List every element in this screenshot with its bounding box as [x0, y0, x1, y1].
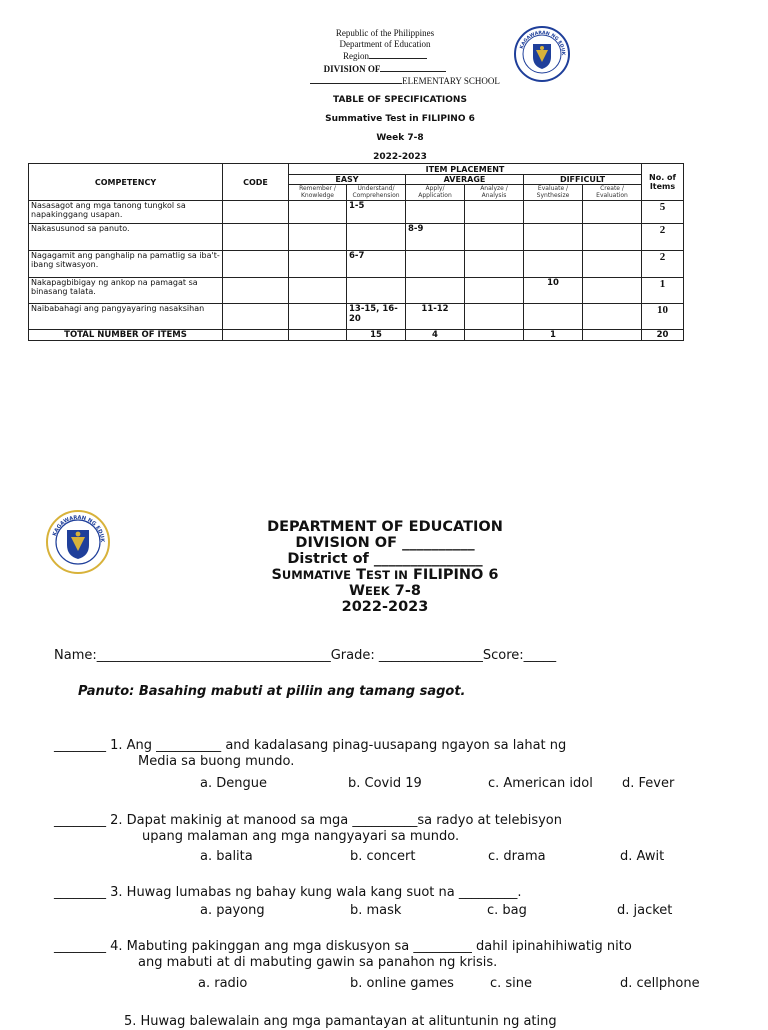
question-text-cont: upang malaman ang mga nangyayari sa mundo.	[142, 829, 460, 844]
tos-title: TABLE OF SPECIFICATIONS	[333, 95, 467, 105]
school-line	[230, 74, 540, 87]
name-field[interactable]: Name:____________________________________	[54, 648, 331, 663]
level-remember: Remember / Knowledge	[289, 185, 347, 201]
question-text: 5. Huwag balewalain ang mga pamantayan at alituntunin ng ating	[124, 1014, 557, 1029]
item-cell	[289, 251, 347, 278]
total-cell	[465, 330, 524, 341]
top-header	[230, 28, 540, 87]
total-code	[223, 330, 289, 341]
item-cell	[583, 201, 642, 224]
competency-cell: Nagagamit ang panghalip na pamatlig sa iba't-ibang sitwasyon.	[29, 251, 223, 278]
tos-subtitle: Summative Test in FILIPINO 6	[325, 114, 475, 124]
specifications-table	[28, 163, 684, 341]
total-cell: 15	[347, 330, 406, 341]
question-3	[54, 885, 754, 901]
option-a[interactable]: a. radio	[198, 976, 248, 991]
department-line: Department of Education	[339, 38, 431, 49]
option-a[interactable]: a. payong	[200, 903, 265, 918]
competency-cell: Naibabahagi ang pangyayaring nasaksihan	[29, 304, 223, 330]
option-a[interactable]: a. balita	[200, 849, 253, 864]
item-cell	[465, 278, 524, 304]
competency-cell: Nasasagot ang mga tanong tungkol sa napakinggang usapan.	[29, 201, 223, 224]
deped-seal-bottom	[46, 510, 110, 574]
region-line	[230, 49, 540, 62]
week-title: WEEK 7-8	[349, 583, 421, 599]
item-cell	[347, 224, 406, 251]
item-cell	[289, 278, 347, 304]
total-cell: 4	[406, 330, 465, 341]
question-text: ________ 4. Mabuting pakinggan ang mga diskusyon sa _________ dahil ipinahihiwatig nito	[54, 939, 632, 954]
item-cell	[406, 201, 465, 224]
item-cell	[465, 224, 524, 251]
question-1	[54, 738, 754, 770]
item-cell	[289, 201, 347, 224]
item-cell	[465, 304, 524, 330]
table-row	[29, 224, 684, 251]
header-competency: COMPETENCY	[29, 164, 223, 201]
option-b[interactable]: b. mask	[350, 903, 402, 918]
question-text: ________ 2. Dapat makinig at manood sa mga __________sa radyo at telebisyon	[54, 813, 562, 828]
competency-cell: Nakasusunod sa panuto.	[29, 224, 223, 251]
item-cell	[524, 251, 583, 278]
option-a[interactable]: a. Dengue	[200, 776, 267, 791]
item-cell	[347, 278, 406, 304]
level-create: Create / Evaluation	[583, 185, 642, 201]
option-b[interactable]: b. online games	[350, 976, 454, 991]
school-blank	[310, 74, 402, 84]
question-2	[54, 813, 754, 845]
item-cell	[583, 304, 642, 330]
item-cell: 8-9	[406, 224, 465, 251]
svg-text:KAGAWARAN NG EDUKASYON: KAGAWARAN NG EDUK	[51, 514, 106, 543]
grade-field[interactable]: Grade: ________________	[330, 648, 483, 663]
student-info-line	[54, 648, 754, 663]
header-easy: EASY	[289, 175, 406, 185]
question-text-cont: Media sa buong mundo.	[138, 754, 295, 769]
option-c[interactable]: c. American idol	[488, 776, 593, 791]
table-row	[29, 278, 684, 304]
total-cell: 1	[524, 330, 583, 341]
header-average: AVERAGE	[406, 175, 524, 185]
item-cell	[583, 278, 642, 304]
item-cell	[524, 304, 583, 330]
district-title: District of _______________	[287, 551, 483, 567]
instructions: Panuto: Basahing mabuti at piliin ang tamang sagot.	[78, 684, 466, 699]
question-5	[124, 1014, 768, 1030]
row-total: 5	[642, 201, 684, 224]
option-c[interactable]: c. drama	[488, 849, 546, 864]
dept-title: DEPARTMENT OF EDUCATION	[267, 519, 503, 535]
item-cell	[524, 224, 583, 251]
row-total: 2	[642, 251, 684, 278]
option-b[interactable]: b. Covid 19	[348, 776, 422, 791]
level-analyze: Analyze / Analysis	[465, 185, 524, 201]
total-row	[29, 330, 684, 341]
grand-total: 20	[642, 330, 684, 341]
question-text: ________ 1. Ang __________ and kadalasang pinag-uusapang ngayon sa lahat ng	[54, 738, 567, 753]
question-4	[54, 939, 754, 971]
option-d[interactable]: d. cellphone	[620, 976, 700, 991]
competency-cell: Nakapagbibigay ng ankop na pamagat sa binasang talata.	[29, 278, 223, 304]
code-cell	[223, 251, 289, 278]
question-text: ________ 3. Huwag lumabas ng bahay kung wala kang suot na _________.	[54, 885, 522, 900]
seal-icon	[514, 26, 570, 82]
item-cell	[524, 201, 583, 224]
tos-title-block	[200, 91, 600, 167]
header-difficult: DIFFICULT	[524, 175, 642, 185]
header-no-items: No. of Items	[642, 164, 684, 201]
item-cell: 6-7	[347, 251, 406, 278]
table-row	[29, 201, 684, 224]
region-blank	[369, 49, 427, 59]
level-understand: Understand/ Comprehension	[347, 185, 406, 201]
table-row	[29, 304, 684, 330]
tos-year: 2022-2023	[373, 152, 427, 162]
region-label: Region	[343, 51, 369, 61]
total-cell	[289, 330, 347, 341]
deped-seal-top	[514, 26, 570, 82]
republic-line: Republic of the Philippines	[335, 28, 435, 38]
item-cell	[406, 278, 465, 304]
item-cell	[289, 304, 347, 330]
division-line	[230, 62, 540, 75]
option-c[interactable]: c. bag	[487, 903, 527, 918]
tos-week: Week 7-8	[376, 133, 424, 143]
division-label: DIVISION OF	[323, 63, 381, 74]
level-evaluate: Evaluate / Synthesize	[524, 185, 583, 201]
item-cell: 13-15, 16-20	[347, 304, 406, 330]
item-cell	[583, 224, 642, 251]
item-cell: 11-12	[406, 304, 465, 330]
item-cell: 10	[524, 278, 583, 304]
item-cell	[465, 251, 524, 278]
svg-text:KAGAWARAN NG EDUKASYON: KAGAWARAN NG EDUK	[519, 30, 566, 56]
option-c[interactable]: c. sine	[490, 976, 533, 991]
header-code: CODE	[223, 164, 289, 201]
score-field[interactable]: Score:_____	[482, 648, 557, 663]
option-d[interactable]: d. Fever	[622, 776, 675, 791]
year-title: 2022-2023	[341, 599, 429, 615]
row-total: 10	[642, 304, 684, 330]
item-cell	[406, 251, 465, 278]
school-label: ELEMENTARY SCHOOL	[402, 76, 500, 86]
item-cell	[583, 251, 642, 278]
test-header	[220, 519, 550, 615]
row-total: 1	[642, 278, 684, 304]
code-cell	[223, 224, 289, 251]
level-apply: Apply/ Application	[406, 185, 465, 201]
code-cell	[223, 278, 289, 304]
option-b[interactable]: b. concert	[350, 849, 416, 864]
header-item-placement: ITEM PLACEMENT	[289, 164, 642, 175]
table-row	[29, 251, 684, 278]
item-cell	[289, 224, 347, 251]
option-d[interactable]: d. jacket	[617, 903, 673, 918]
question-text-cont: ang mabuti at di mabuting gawin sa panahon ng krisis.	[138, 955, 498, 970]
option-d[interactable]: d. Awit	[620, 849, 665, 864]
item-cell: 1-5	[347, 201, 406, 224]
total-cell	[583, 330, 642, 341]
code-cell	[223, 304, 289, 330]
division-blank	[380, 62, 446, 72]
item-cell	[465, 201, 524, 224]
division-title: DIVISION OF __________	[295, 535, 475, 551]
total-label: TOTAL NUMBER OF ITEMS	[29, 330, 223, 341]
code-cell	[223, 201, 289, 224]
row-total: 2	[642, 224, 684, 251]
seal-icon	[46, 510, 110, 574]
test-title: SUMMATIVE TEST IN FILIPINO 6	[271, 567, 499, 583]
